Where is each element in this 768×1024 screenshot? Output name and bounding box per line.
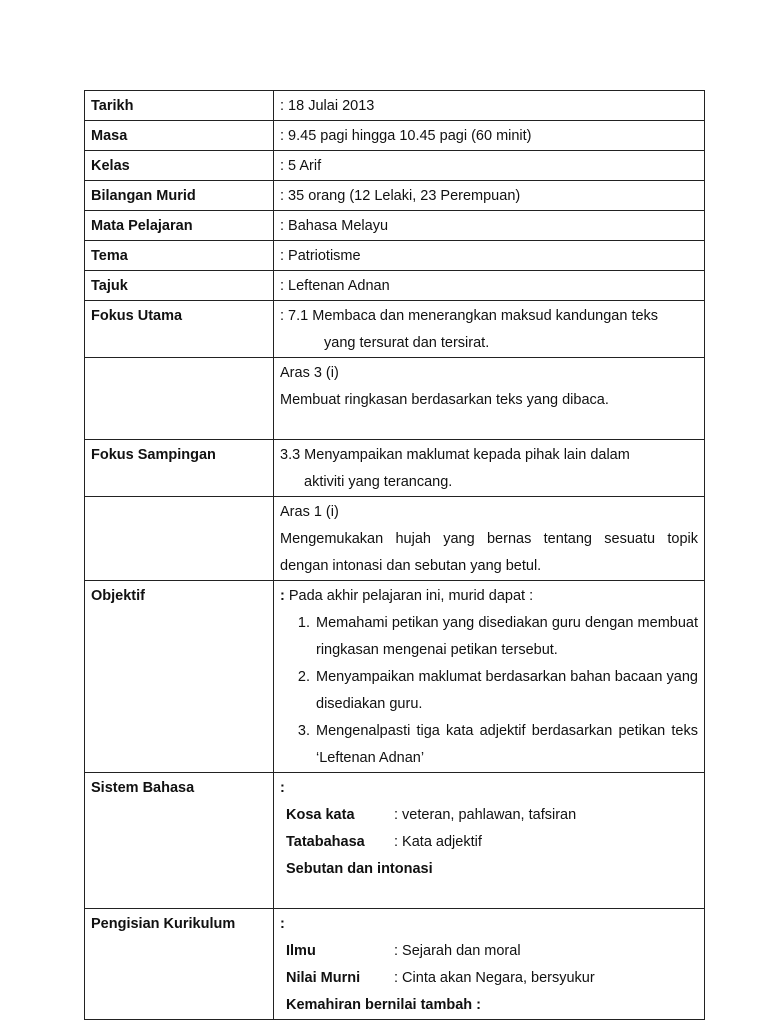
table-row: [85, 271, 705, 301]
row-label: Fokus Utama: [85, 301, 274, 358]
colon: :: [280, 916, 285, 932]
row-label: Sistem Bahasa: [85, 773, 274, 909]
ilmu-key: Ilmu: [286, 943, 316, 959]
tatabahasa-value: : Kata adjektif: [394, 834, 482, 850]
table-row: [85, 241, 705, 271]
row-label: Objektif: [85, 581, 274, 773]
table-row: [85, 440, 705, 497]
tatabahasa-row: [280, 829, 698, 856]
ilmu-value: : Sejarah dan moral: [394, 943, 521, 959]
row-value: : 35 orang (12 Lelaki, 23 Perempuan): [274, 181, 705, 211]
row-label: Kelas: [85, 151, 274, 181]
row-label: Tema: [85, 241, 274, 271]
kosa-kata-row: [280, 802, 698, 829]
row-value: : Bahasa Melayu: [274, 211, 705, 241]
row-label: Tajuk: [85, 271, 274, 301]
table-row: [85, 91, 705, 121]
row-label: Bilangan Murid: [85, 181, 274, 211]
row-label: Mata Pelajaran: [85, 211, 274, 241]
nilai-murni-row: [280, 965, 698, 992]
sebutan-label: Sebutan dan intonasi: [286, 861, 433, 877]
row-label-empty: [85, 497, 274, 581]
list-item: 1. Memahami petikan yang disediakan guru dengan membuat ringkasan mengenai petikan tersebut.: [314, 610, 698, 664]
aras-label: Aras 3 (i): [280, 365, 339, 381]
row-value: : Leftenan Adnan: [274, 271, 705, 301]
row-value: : 18 Julai 2013: [274, 91, 705, 121]
row-value: : 9.45 pagi hingga 10.45 pagi (60 minit): [274, 121, 705, 151]
fokus-utama-aras: [274, 358, 705, 440]
row-label: Fokus Sampingan: [85, 440, 274, 497]
ilmu-row: [280, 938, 698, 965]
table-row: [85, 181, 705, 211]
objektif-intro: [280, 583, 698, 610]
fokus-utama-value: [274, 301, 705, 358]
aras-text: Membuat ringkasan berdasarkan teks yang dibaca.: [280, 392, 609, 408]
row-value: : 5 Arif: [274, 151, 705, 181]
kosa-kata-value: : veteran, pahlawan, tafsiran: [394, 807, 577, 823]
fokus-sampingan-aras: [274, 497, 705, 581]
lesson-plan-table: [84, 90, 705, 1020]
fokus-sampingan-line1: 3.3 Menyampaikan maklumat kepada pihak lain dalam: [280, 447, 630, 463]
table-row: [85, 151, 705, 181]
row-label: Tarikh: [85, 91, 274, 121]
table-row: [85, 581, 705, 773]
intro-text: Pada akhir pelajaran ini, murid dapat :: [284, 588, 534, 604]
row-value: : Patriotisme: [274, 241, 705, 271]
aras-text: Mengemukakan hujah yang bernas tentang sesuatu topik dengan intonasi dan sebutan yang betul.: [280, 531, 698, 574]
row-label: Masa: [85, 121, 274, 151]
objective-list: [280, 610, 698, 772]
table-row: [85, 909, 705, 1020]
table-row: [85, 301, 705, 358]
tatabahasa-key: Tatabahasa: [286, 834, 365, 850]
fokus-sampingan-value: [274, 440, 705, 497]
nilai-murni-key: Nilai Murni: [286, 970, 361, 986]
fokus-utama-line1: : 7.1 Membaca dan menerangkan maksud kandungan teks: [280, 308, 659, 324]
table-row: [85, 497, 705, 581]
aras-label: Aras 1 (i): [280, 504, 339, 520]
colon: :: [280, 780, 285, 796]
sistem-bahasa-value: [274, 773, 705, 909]
list-item: 3. Mengenalpasti tiga kata adjektif berdasarkan petikan teks ‘Leftenan Adnan’: [314, 718, 698, 772]
table-row: [85, 358, 705, 440]
list-item: 2. Menyampaikan maklumat berdasarkan bahan bacaan yang disediakan guru.: [314, 664, 698, 718]
row-label-empty: [85, 358, 274, 440]
nilai-murni-value: : Cinta akan Negara, bersyukur: [394, 970, 595, 986]
pengisian-value: [274, 909, 705, 1020]
objektif-value: [274, 581, 705, 773]
table-row: [85, 773, 705, 909]
fokus-utama-line2: yang tersurat dan tersirat.: [324, 335, 490, 351]
kemahiran-label: Kemahiran bernilai tambah :: [286, 997, 481, 1013]
colon: :: [280, 588, 285, 604]
row-label: Pengisian Kurikulum: [85, 909, 274, 1020]
table-row: [85, 211, 705, 241]
fokus-sampingan-line2: aktiviti yang terancang.: [304, 474, 453, 490]
kosa-kata-key: Kosa kata: [286, 807, 355, 823]
table-row: [85, 121, 705, 151]
